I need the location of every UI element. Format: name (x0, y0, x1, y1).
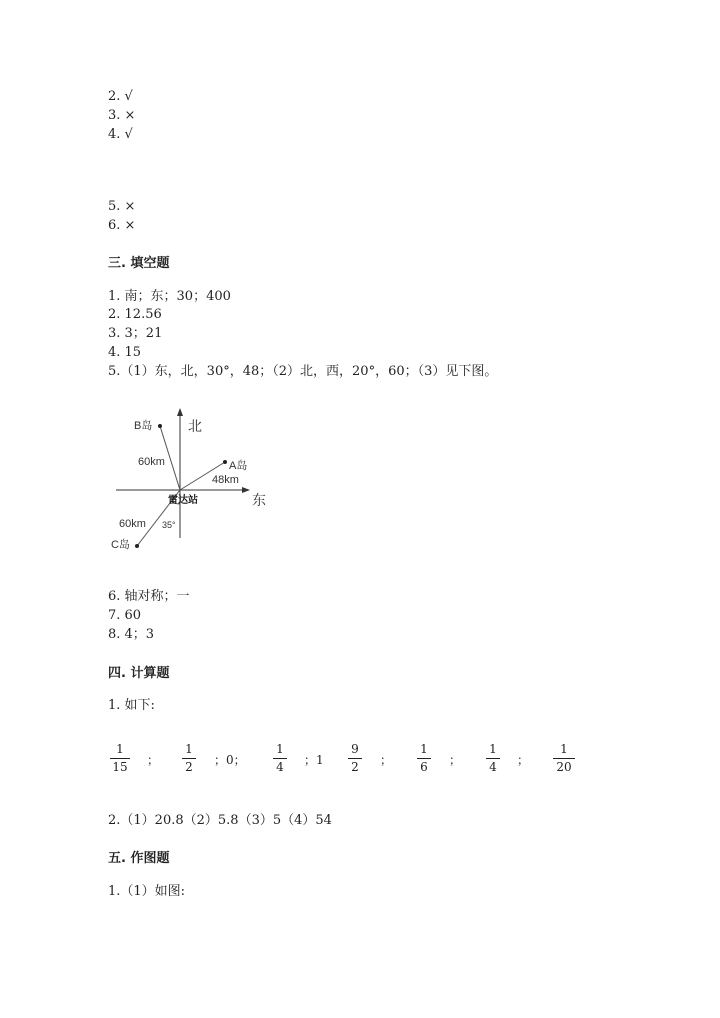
fraction-bar (273, 758, 287, 759)
east-label: 东 (252, 492, 266, 508)
fraction (348, 742, 362, 775)
point-a (223, 460, 227, 464)
section-heading-draw: 五. 作图题 (108, 851, 170, 866)
judge-answer-6: 6. × (108, 218, 136, 233)
draw-answer-1: 1.（1）如图: (108, 884, 186, 899)
north-label: 北 (188, 418, 202, 434)
distance-b-label: 60km (138, 456, 165, 468)
fraction-numerator: 1 (489, 742, 497, 756)
fraction-bar (182, 758, 196, 759)
fill-answer-5: 5.（1）东，北，30°，48；（2）北，西，20°，60；（3）见下图。 (108, 364, 498, 379)
fraction-numerator: 1 (560, 742, 568, 756)
island-a-label: A岛 (229, 460, 248, 472)
fraction-numerator: 1 (420, 742, 428, 756)
fraction-denominator: 2 (351, 760, 359, 774)
separator: ；0； (214, 753, 246, 767)
fraction (182, 742, 196, 775)
fraction-bar (348, 758, 362, 759)
separator: ；1 (304, 753, 324, 767)
fraction-bar (110, 758, 130, 759)
radar-direction-diagram (108, 404, 278, 554)
fraction-denominator: 2 (185, 760, 193, 774)
fraction-bar (486, 758, 500, 759)
fill-answer-7: 7. 60 (108, 608, 142, 623)
north-arrow-icon (177, 408, 183, 416)
island-c-label: C岛 (111, 539, 130, 551)
fraction (417, 742, 431, 775)
fraction (273, 742, 287, 775)
fill-answer-2: 2. 12.56 (108, 307, 162, 322)
point-b (158, 424, 162, 428)
island-b-label: B岛 (134, 420, 153, 432)
fraction-numerator: 1 (185, 742, 193, 756)
fill-answer-6: 6. 轴对称；一 (108, 589, 190, 604)
fraction-bar (553, 758, 575, 759)
fraction-denominator: 20 (556, 760, 572, 774)
judge-answer-2: 2. √ (108, 89, 133, 104)
judge-answer-4: 4. √ (108, 127, 133, 142)
fraction (486, 742, 500, 775)
calc-answer-1-intro: 1. 如下: (108, 698, 155, 713)
separator: ； (449, 753, 462, 767)
east-arrow-icon (242, 487, 250, 493)
judge-answer-5: 5. × (108, 199, 136, 214)
fraction-numerator: 9 (351, 742, 359, 756)
fraction-denominator: 4 (276, 760, 284, 774)
distance-a-label: 48km (212, 474, 239, 486)
fill-answer-8: 8. 4；3 (108, 627, 155, 642)
fraction (553, 742, 575, 775)
fill-answer-3: 3. 3；21 (108, 326, 163, 341)
point-c (135, 544, 139, 548)
distance-c-label: 60km (119, 518, 146, 530)
fraction-denominator: 4 (489, 760, 497, 774)
separator: ； (147, 753, 160, 767)
fraction-denominator: 15 (112, 760, 128, 774)
section-heading-fill: 三. 填空题 (108, 256, 170, 271)
fill-answer-1: 1. 南；东；30；400 (108, 289, 231, 304)
fill-answer-4: 4. 15 (108, 345, 142, 360)
fraction-denominator: 6 (420, 760, 428, 774)
fraction-numerator: 1 (116, 742, 124, 756)
judge-answer-3: 3. × (108, 108, 136, 123)
calc-answer-2: 2.（1）20.8（2）5.8（3）5（4）54 (108, 813, 332, 828)
station-label: 雷达站 (168, 495, 198, 506)
angle-label: 35° (162, 520, 176, 530)
separator: ； (380, 753, 393, 767)
fraction (110, 742, 130, 775)
section-heading-calc: 四. 计算题 (108, 666, 170, 681)
fraction-numerator: 1 (276, 742, 284, 756)
separator: ； (517, 753, 530, 767)
fraction-bar (417, 758, 431, 759)
